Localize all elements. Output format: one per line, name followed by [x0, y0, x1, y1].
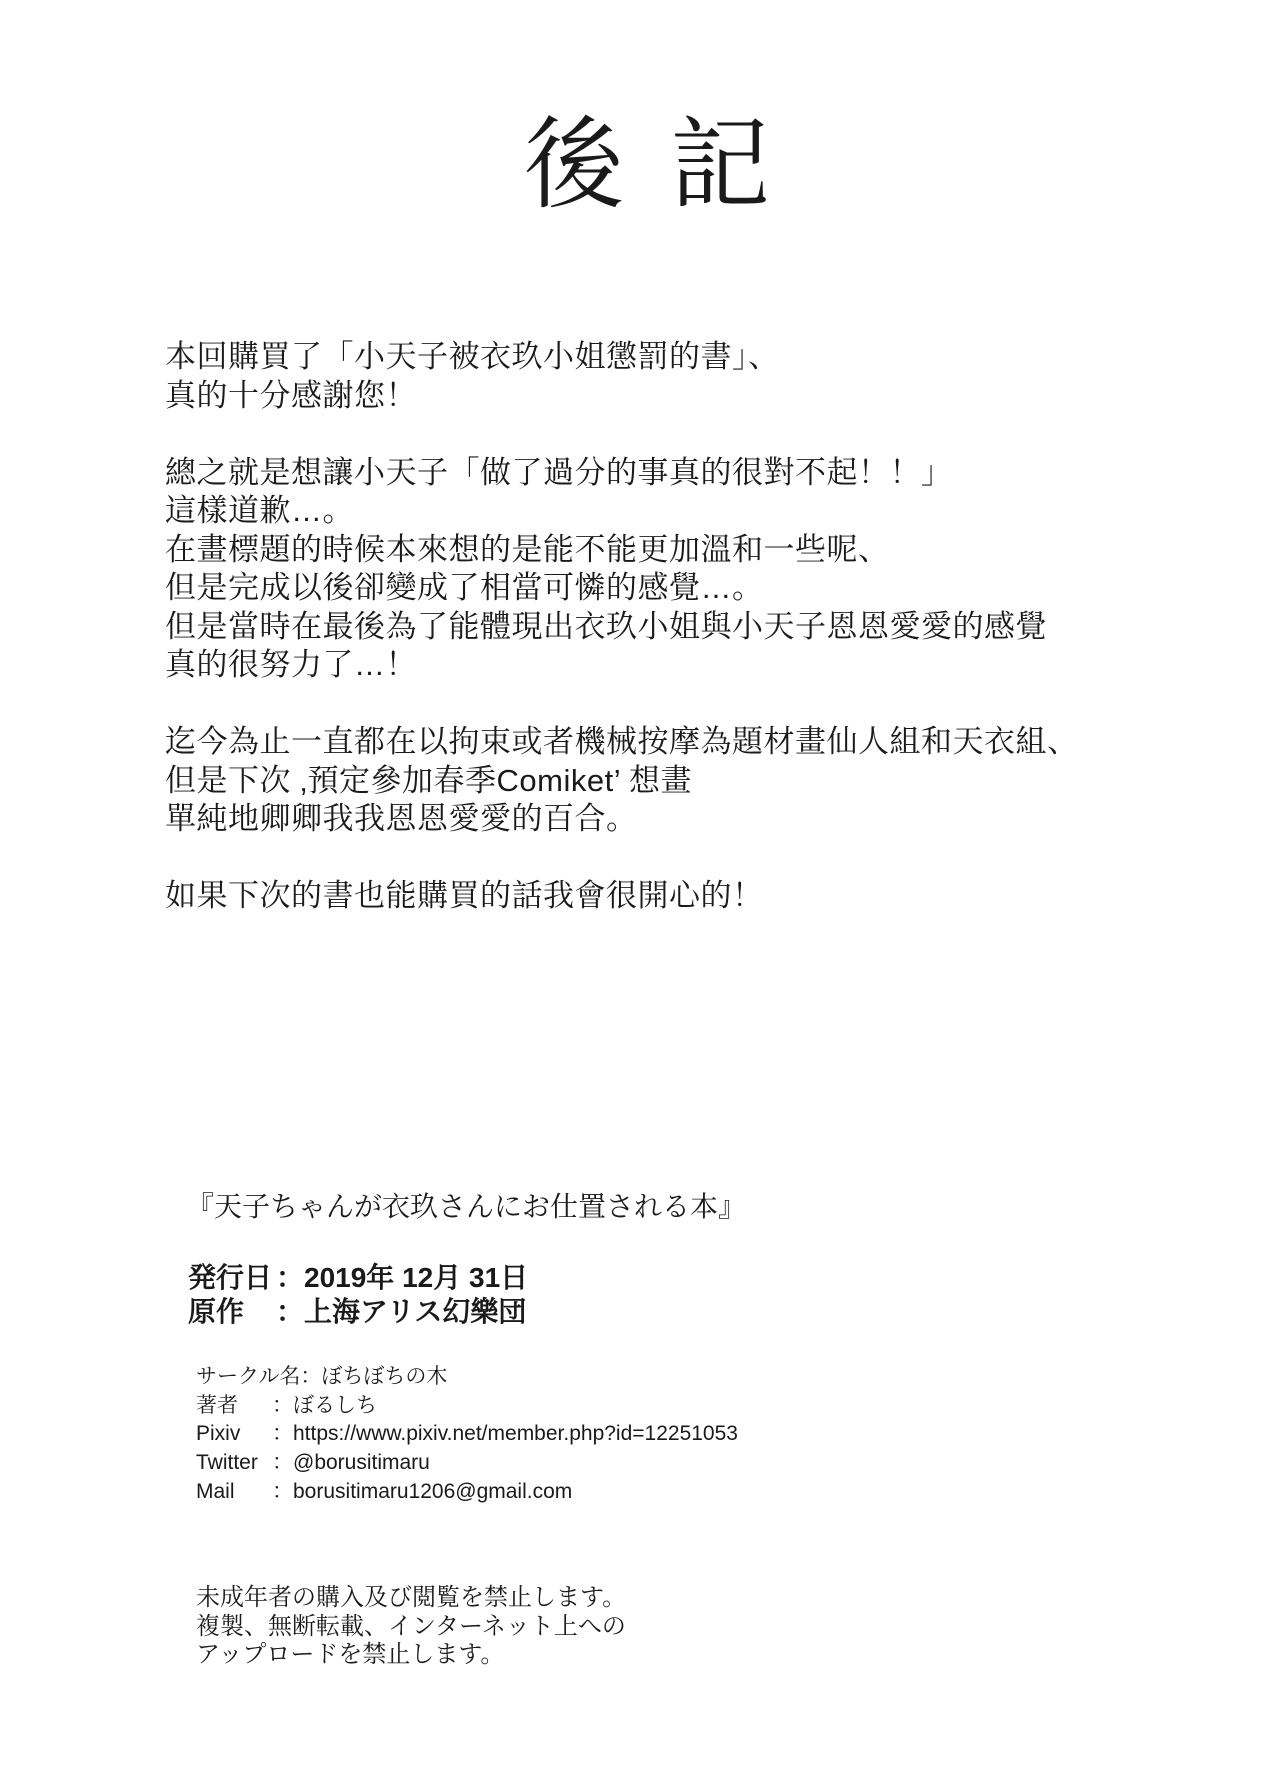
disclaimer-line: アップロードを禁止します。	[196, 1640, 505, 1669]
disclaimer-line: 複製、無断転載、インターネット上への	[196, 1611, 626, 1640]
publication-date-row	[188, 1261, 528, 1295]
text-line: 但是當時在最後為了能體現出衣玖小姐與小天子恩恩愛愛的感覺	[165, 608, 1047, 644]
twitter-handle: ：@borusitimaru	[272, 1451, 430, 1475]
pixiv-url: ：https://www.pixiv.net/member.php?id=12251053	[272, 1422, 738, 1446]
text-line: 如果下次的書也能購買的話我會很開心的！	[165, 878, 764, 913]
author-label: 著者	[196, 1393, 238, 1417]
original-work-value: ：上海アリス幻樂団	[276, 1296, 527, 1327]
text-line: 真的很努力了…！	[165, 647, 417, 682]
text-line: 單純地卿卿我我恩恩愛愛的百合。	[165, 801, 638, 836]
paragraph-closing	[165, 877, 1079, 916]
paragraph-next-plans	[165, 723, 1079, 839]
paragraph-apology-concept	[165, 454, 1079, 685]
twitter-row	[196, 1449, 738, 1478]
book-title: 『天子ちゃんが衣玖さんにお仕置される本』	[186, 1190, 747, 1223]
circle-name-value: ：ぼちぼちの木	[300, 1365, 448, 1388]
circle-name-label: サークル名	[196, 1365, 301, 1388]
publication-date-label: 発行日	[188, 1262, 273, 1293]
text-line: 但是完成以後卻變成了相當可憐的感覺…。	[165, 570, 764, 605]
pixiv-label: Pixiv	[196, 1422, 241, 1446]
text-line: 但是下次 ‚預定參加春季Comiket’ 想畫	[165, 762, 693, 798]
page-title: 後記	[524, 106, 816, 223]
paragraph-thanks	[165, 338, 1079, 415]
mail-label: Mail	[196, 1479, 235, 1503]
credits-block	[196, 1363, 738, 1507]
disclaimer-block	[196, 1583, 626, 1669]
text-line: 本回購買了「小天子被衣玖小姐懲罰的書」、	[165, 339, 780, 374]
text-line: 真的十分感謝您！	[165, 377, 417, 413]
disclaimer-line: 未成年者の購入及び閲覧を禁止します。	[196, 1583, 627, 1611]
original-work-row	[188, 1295, 528, 1329]
author-value: ：ぼるしち	[272, 1393, 377, 1417]
circle-name-row	[196, 1363, 738, 1392]
author-row	[196, 1392, 738, 1421]
text-line: 在畫標題的時候本來想的是能不能更加溫和一些呢、	[165, 531, 890, 567]
original-work-label: 原作	[188, 1296, 245, 1327]
publication-date-value: ：2019年 12月 31日	[276, 1262, 529, 1293]
mail-address: ：borusitimaru1206@gmail.com	[272, 1479, 573, 1503]
text-line: 總之就是想讓小天子「做了過分的事真的很對不起！！」	[165, 454, 953, 490]
pixiv-row	[196, 1420, 738, 1449]
publication-info	[188, 1261, 528, 1329]
mail-row	[196, 1478, 738, 1507]
text-line: 迄今為止一直都在以拘束或者機械按摩為題材畫仙人組和天衣組、	[165, 724, 1079, 759]
twitter-label: Twitter	[196, 1451, 258, 1475]
text-line: 這樣道歉…。	[165, 493, 354, 528]
afterword-body	[165, 338, 1079, 916]
